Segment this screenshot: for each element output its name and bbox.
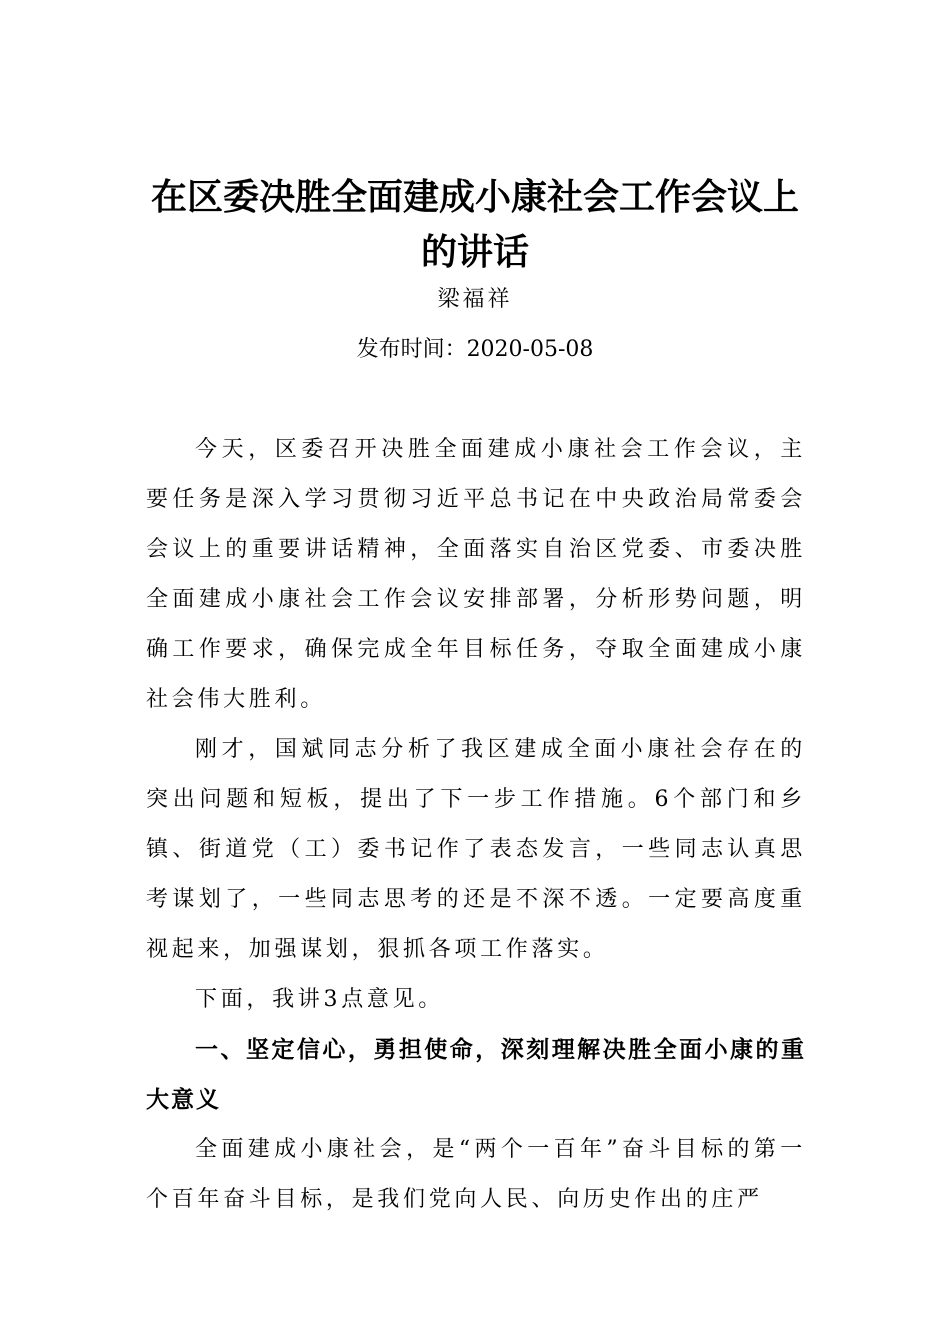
title-line-1: 在区委决胜全面建成小康社会工作会议上 [150, 177, 799, 218]
paragraph-1: 今天，区委召开决胜全面建成小康社会工作会议，主要任务是深入学习贯彻习近平总书记在中央政治局常委会会议上的重要讲话精神，全面落实自治区党委、市委决胜全面建成小康社会工作会议安排部署，分析形势问题，明确工作要求，确保完成全年目标任务，夺取全面建成小康社会伟大胜利。 [146, 437, 806, 712]
publish-date: 发布时间：2020-05-08 [356, 337, 594, 362]
title-line-2: 的讲话 [420, 232, 529, 273]
section-heading-1: 一、坚定信心，勇担使命，深刻理解决胜全面小康的重大意义 [146, 1037, 806, 1113]
paragraph-3: 下面，我讲3点意见。 [195, 987, 444, 1012]
paragraph-4: 全面建成小康社会，是“两个一百年”奋斗目标的第一个百年奋斗目标，是我们党向人民、向历史作出的庄严 [146, 1137, 806, 1212]
paragraph-2: 刚才，国斌同志分析了我区建成全面小康社会存在的突出问题和短板，提出了下一步工作措施。6个部门和乡镇、街道党（工）委书记作了表态发言，一些同志认真思考谋划了，一些同志思考的还是不深不透。一定要高度重视起来，加强谋划，狠抓各项工作落实。 [146, 737, 806, 962]
author-name: 梁福祥 [437, 287, 513, 312]
document-body [146, 425, 806, 1225]
document-title [140, 170, 810, 280]
